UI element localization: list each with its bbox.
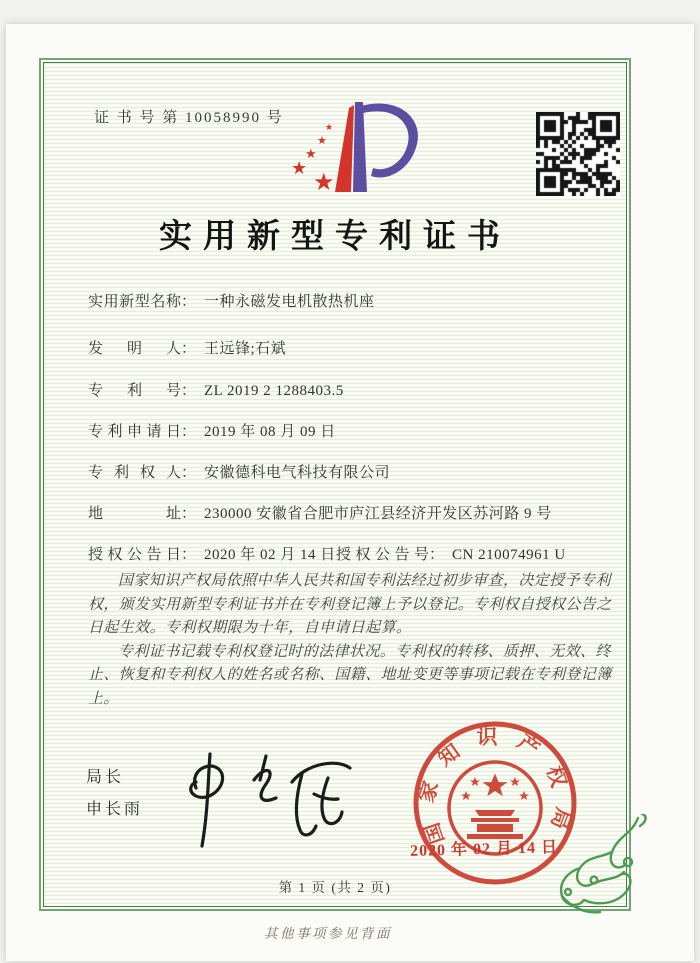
field-label: 专利号 [88,383,181,399]
field-row-address [88,502,552,523]
seal-ring-text: 国家知识产权局 [413,724,577,849]
field-value: CN 210074961 U [452,547,566,563]
field-row-inventor [88,337,286,358]
issuer-name: 申长雨 [86,801,144,818]
cnipa-logo-icon [283,94,433,202]
field-colon: ： [429,547,445,563]
field-colon: ： [181,383,197,399]
commissioner-signature-icon [166,746,366,856]
qr-code [536,112,620,196]
certificate-number: 证 书 号 第 10058990 号 [94,110,284,126]
field-label: 地址 [88,506,181,522]
svg-text:★: ★ [325,123,334,133]
certificate-paper [6,24,694,961]
field-colon: ： [181,506,197,522]
field-grant-number [336,543,566,564]
seal-date: 2020 年 02 月 14 日 [409,839,559,860]
field-colon: ： [181,294,197,310]
field-row-patentee [88,461,390,482]
issuer-title: 局长 [86,769,125,786]
field-row-name [88,290,375,311]
field-colon: ： [181,424,197,440]
field-label: 专利权人 [88,465,181,481]
certificate-title: 实用新型专利证书 [159,219,511,255]
field-label: 授权公告号 [336,547,429,563]
field-value: ZL 2019 2 1288403.5 [204,383,344,399]
field-colon: ： [181,465,197,481]
back-side-note: 其他事项参见背面 [264,926,392,941]
svg-text:★: ★ [317,134,327,147]
field-row-patent-number [88,379,344,400]
field-row-filing-date [88,420,336,441]
logo-p-mark [335,102,418,192]
svg-text:★: ★ [313,168,335,196]
field-value: 2020 年 02 月 14 日 [204,547,336,563]
field-value: 安徽德科电气科技有限公司 [204,465,391,481]
legal-paragraph-1: 国家知识产权局依照中华人民共和国专利法经过初步审查，决定授予专利权，颁发实用新型专利证书并在专利登记簿上予以登记。专利权自授权公告之日起生效。专利权期限为十年，自申请日起算。 [88,573,612,636]
field-value: 2019 年 08 月 09 日 [204,424,336,440]
field-label: 实用新型名称 [88,294,181,310]
svg-text:★: ★ [291,158,308,179]
svg-text:★: ★ [305,147,317,162]
legal-text [88,570,626,711]
legal-paragraph-2: 专利证书记载专利权登记时的法律状况。专利权的转移、质押、无效、终止、恢复和专利权人的姓名或名称、国籍、地址变更等事项记载在专利登记簿上。 [88,643,612,707]
field-label: 发明人 [88,341,181,357]
field-value: 一种永磁发电机散热机座 [204,294,375,310]
field-value: 王远锋;石斌 [204,341,287,357]
page-number: 第 1 页 (共 2 页) [278,880,392,895]
field-colon: ： [181,547,197,563]
corner-ornament-icon [554,814,650,918]
field-value: 230000 安徽省合肥市庐江县经济开发区苏河路 9 号 [204,506,552,522]
logo-stars [291,123,335,196]
field-label: 专利申请日 [88,424,181,440]
field-colon: ： [181,341,197,357]
field-label: 授权公告日 [88,547,181,563]
field-row-grant [88,543,566,564]
